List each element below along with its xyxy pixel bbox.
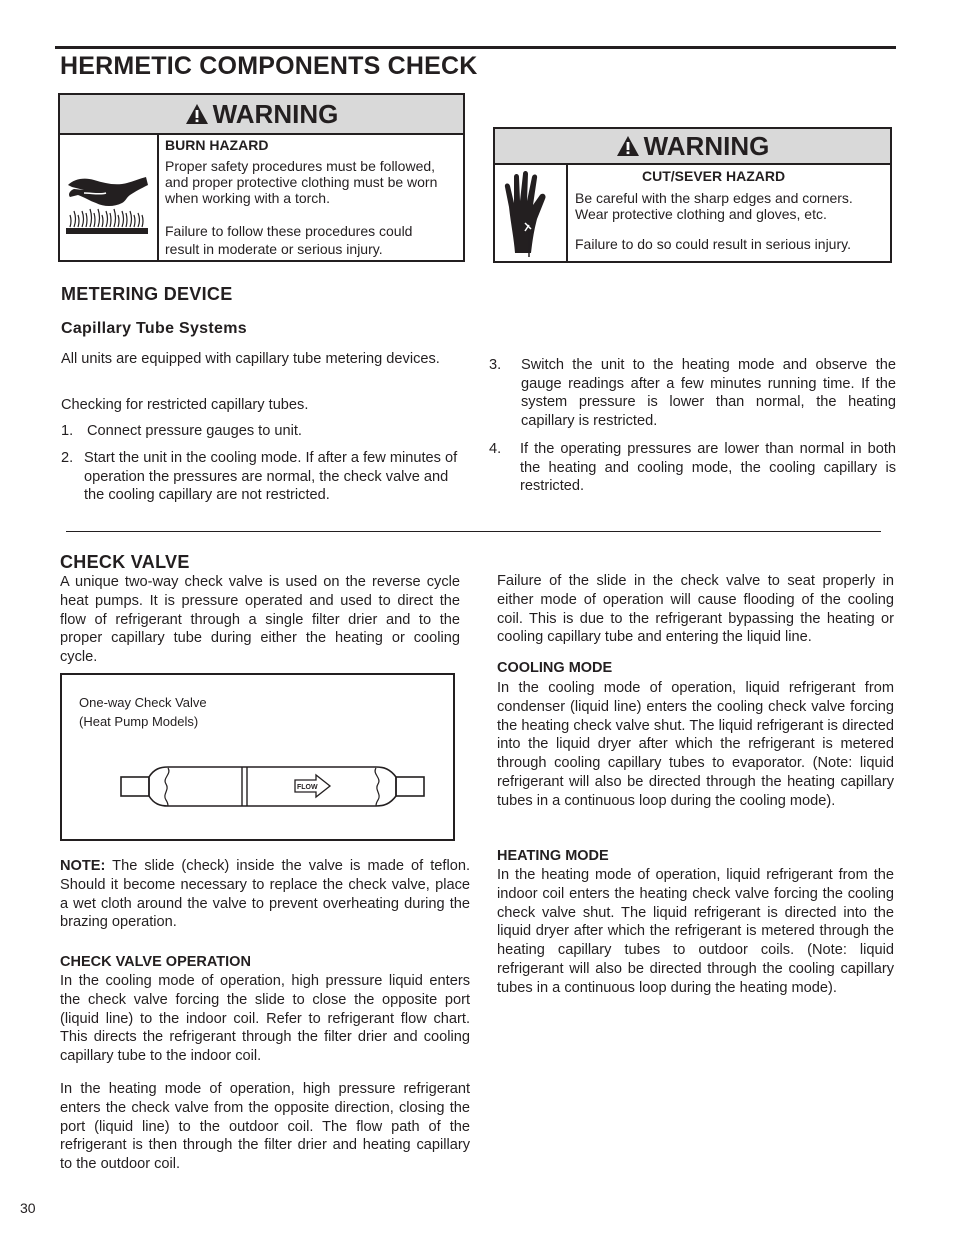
warning-consequence: Failure to do so could result in serious injury. xyxy=(575,236,851,252)
page-title: HERMETIC COMPONENTS CHECK xyxy=(60,52,478,80)
cooling-mode-heading: COOLING MODE xyxy=(497,660,613,676)
note-paragraph xyxy=(60,857,470,932)
check-valve-heading: CHECK VALVE xyxy=(60,552,190,572)
heating-mode-text: In the heating mode of operation, liquid refrigerant from the indoor coil enters the heating check valve forcing the cooling check valve shut. The liquid refrigerant is directed into the liquid dryer after which the refrigerant is metered through the heating capillary tubes to outdoor coils. (Note: liquid refrigerant will also be directed through the cooling capillary tubes in a continuous loop during the heating mode). xyxy=(497,867,894,996)
warning-heading: WARNING xyxy=(643,130,770,161)
warning-text: Proper safety procedures must be followed, and proper protective clothing must be worn when working with a torch. xyxy=(165,158,438,206)
check-valve-operation-heading: CHECK VALVE OPERATION xyxy=(60,954,251,970)
warning-triangle-icon xyxy=(616,135,640,157)
operation-paragraph-2: In the heating mode of operation, high pressure refrigerant enters the check valve from the opposite direction, closing the port (liquid line) to the outdoor coil. The flow path of the refrigerant is then through the filter drier and heating capillary to the outdoor coil. xyxy=(60,1081,470,1173)
metering-intro: All units are equipped with capillary tube metering devices. xyxy=(61,351,440,367)
page-number: 30 xyxy=(20,1200,36,1216)
burn-hazard-warning xyxy=(58,93,465,262)
check-valve-intro: A unique two-way check valve is used on the reverse cycle heat pumps. It is pressure operated and used to direct the flow of refrigerant through a single filter drier and to the proper capillary tube during either the heating or cooling cycle. xyxy=(60,574,460,666)
check-valve-diagram xyxy=(60,673,455,841)
section-divider xyxy=(66,531,881,532)
warning-triangle-icon xyxy=(185,103,209,125)
metering-checking: Checking for restricted capillary tubes. xyxy=(61,397,309,413)
heating-mode-heading: HEATING MODE xyxy=(497,848,609,864)
warning-consequence: Failure to follow these procedures could result in moderate or serious injury. xyxy=(165,223,413,257)
burn-hand-flame-icon xyxy=(60,135,159,260)
warning-title: CUT/SEVER HAZARD xyxy=(642,168,786,184)
flow-arrow-label: FLOW xyxy=(297,784,318,791)
warning-header xyxy=(60,95,463,135)
metering-device-heading: METERING DEVICE xyxy=(61,284,233,304)
cooling-mode-text: In the cooling mode of operation, liquid refrigerant from condenser (liquid line) enters the cooling check valve forcing the heating check valve shut. The liquid refrigerant is directed into the liquid dryer after which the refrigerant is metered through cooling capillary tubes to evaporator. (Note: liquid refrigerant will also be directed through the heating capillary tubes in a continuous loop during the cooling mode). xyxy=(497,680,894,809)
cut-hand-icon xyxy=(495,165,568,261)
capillary-tube-subheading: Capillary Tube Systems xyxy=(61,320,247,337)
warning-header xyxy=(495,129,890,165)
top-rule xyxy=(55,46,896,49)
note-text: The slide (check) inside the valve is made of teflon. Should it become necessary to replace the check valve, place a wet cloth around the valve to prevent overheating during the brazing operation. xyxy=(60,858,470,931)
warning-text: Be careful with the sharp edges and corners. Wear protective clothing and gloves, etc. xyxy=(575,190,853,222)
note-label: NOTE: xyxy=(60,858,106,874)
check-valve-drawing xyxy=(120,763,425,809)
cut-hazard-warning xyxy=(493,127,892,263)
warning-title: BURN HAZARD xyxy=(165,137,269,153)
warning-heading: WARNING xyxy=(212,98,339,129)
operation-paragraph-1: In the cooling mode of operation, high pressure liquid enters the check valve forcing the slide to close the opposite port (liquid line) to the indoor coil. Refer to refrigerant flow chart. This directs the refrigerant through the filter drier and cooling capillary tube to the indoor coil. xyxy=(60,973,470,1065)
failure-paragraph: Failure of the slide in the check valve to seat properly in either mode of operation will cause flooding of the cooling coil. This is due to the refrigerant bypassing the heating or cooling capillary tube and entering the liquid line. xyxy=(497,573,894,646)
diagram-caption: One-way Check Valve xyxy=(79,695,207,710)
diagram-caption: (Heat Pump Models) xyxy=(79,714,199,729)
